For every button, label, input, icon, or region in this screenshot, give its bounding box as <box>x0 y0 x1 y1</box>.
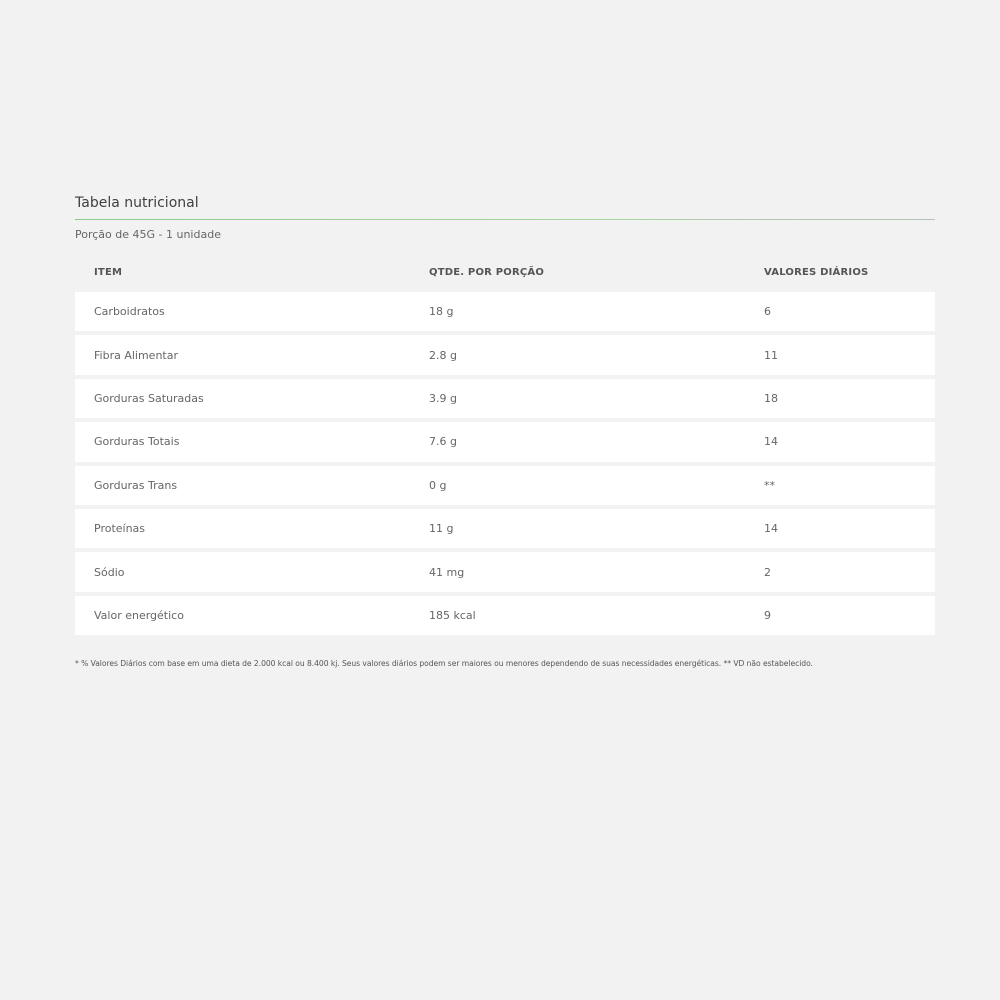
cell-item: Carboidratos <box>94 305 165 319</box>
cell-daily-value: 9 <box>764 608 771 622</box>
table-row <box>75 466 935 505</box>
cell-daily-value: 6 <box>764 305 771 319</box>
header-daily-values: VALORES DIÁRIOS <box>764 266 869 278</box>
cell-daily-value: 14 <box>764 435 778 449</box>
table-header <box>75 252 935 292</box>
table-row <box>75 509 935 548</box>
nutrition-table-section <box>75 194 935 668</box>
section-title: Tabela nutricional <box>75 195 199 211</box>
cell-item: Proteínas <box>94 522 146 536</box>
table-row <box>75 552 935 591</box>
table-body <box>75 292 935 635</box>
cell-item: Fibra Alimentar <box>94 348 178 362</box>
cell-daily-value: 18 <box>764 391 778 405</box>
footnote: * % Valores Diários com base em uma dieta de 2.000 kcal ou 8.400 kj. Seus valores diários podem ser maiores ou menores dependendo de suas necessidades energéticas. ** VD não estabelecido. <box>75 659 813 669</box>
cell-item: Gorduras Trans <box>94 478 178 492</box>
cell-daily-value: ** <box>764 478 775 492</box>
table-row <box>75 596 935 635</box>
portion-size: Porção de 45G - 1 unidade <box>75 228 221 241</box>
cell-item: Valor energético <box>94 608 184 622</box>
cell-item: Sódio <box>94 565 125 579</box>
table-row <box>75 292 935 331</box>
table-row <box>75 422 935 461</box>
cell-quantity: 0 g <box>429 478 447 492</box>
header-quantity: QTDE. POR PORÇÃO <box>429 266 545 278</box>
cell-item: Gorduras Totais <box>94 435 180 449</box>
cell-quantity: 2.8 g <box>429 348 457 362</box>
cell-daily-value: 14 <box>764 522 778 536</box>
cell-item: Gorduras Saturadas <box>94 391 204 405</box>
header-item: ITEM <box>94 266 123 278</box>
cell-quantity: 185 kcal <box>429 608 476 622</box>
title-divider <box>75 219 935 220</box>
cell-daily-value: 2 <box>764 565 771 579</box>
cell-quantity: 41 mg <box>429 565 465 579</box>
cell-quantity: 11 g <box>429 522 454 536</box>
cell-daily-value: 11 <box>764 348 778 362</box>
cell-quantity: 18 g <box>429 305 454 319</box>
table-row <box>75 379 935 418</box>
cell-quantity: 7.6 g <box>429 435 457 449</box>
table-row <box>75 335 935 374</box>
cell-quantity: 3.9 g <box>429 391 457 405</box>
